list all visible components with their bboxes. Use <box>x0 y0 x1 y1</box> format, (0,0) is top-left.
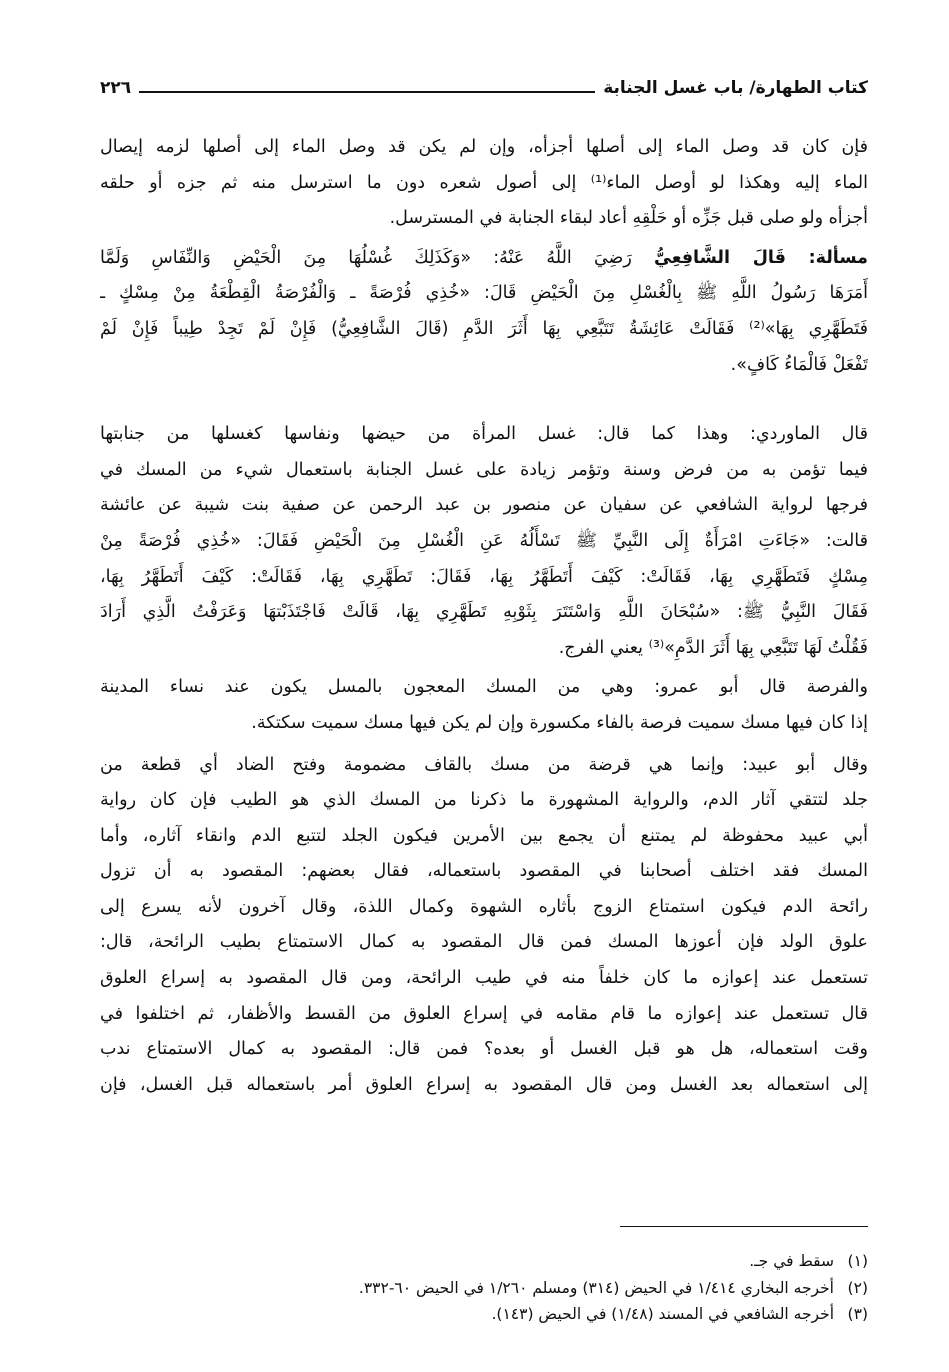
footnote-text: أخرجه البخاري ١/٤١٤ في الحيض (٣١٤) ومسلم ١/٢٦٠ في الحيض ٦٠-٣٣٢. <box>358 1278 834 1297</box>
text-line: وقال أبو عبيد: وإنما هي قرضة من مسك بالقاف مضمومة وفتح الضاد أي قطعة من <box>100 754 868 775</box>
paragraph-masala <box>100 241 868 383</box>
paragraph <box>100 670 868 741</box>
footnote-number: (١) <box>847 1252 868 1270</box>
footnote <box>100 1248 868 1275</box>
text-line: جلد لتتقي آثار الدم، والرواية المشهورة ما ذكرنا من المسك الذي هو الطيب فإن كان رواية <box>100 790 868 811</box>
footnote-text: سقط في جـ. <box>749 1252 834 1270</box>
text-line: علوق الولد فإن أعوزها المسك فمن قال المقصود به كمال الاستمتاع بطيب الرائحة، قال: <box>100 932 868 953</box>
text-line: رائحة الدم فيكون استمتاع الزوج بأثاره الشهوة وكمال اللذة، وقال آخرون لأنه يسرع إلى <box>100 896 868 917</box>
text-line: قالت: «جَاءَتِ امْرَأَةٌ إِلَى النَّبِيِّ ﷺ تَسْأَلُهُ عَنِ الْغُسْلِ مِنَ الْحَيْضِ فَقَالَ: «خُذِي فُرْصَةً مِنْ <box>100 530 868 551</box>
running-header <box>100 74 868 102</box>
footnote-rule <box>620 1226 868 1227</box>
text-line: قال تستعمل عند إعوازه ما قام مقامه في إسراع العلوق من القسط والأظفار، ثم اختلفوا في <box>100 1003 868 1024</box>
text-line: المسك فقد اختلف أصحابنا في المقصود باستعماله، فقال بعضهم: المقصود به أن تزول <box>100 861 868 882</box>
text-line: إلى استعماله بعد الغسل ومن قال المقصود به إسراع العلوق أمر باستعماله قبل الغسل، فإن <box>100 1074 868 1095</box>
text-line <box>100 241 868 277</box>
text-line: أبي عبيد محفوظة لم يمتنع أن يجمع بين الأمرين فيكون الجلد لتتبع الدم وانقاء آثاره، وأما <box>100 825 868 846</box>
text-line: تستعمل عند إعوازه ما كان خلفاً منه في طيب الرائحة، ومن قال المقصود به إسراع العلوق <box>100 968 868 989</box>
header-rule <box>139 91 595 93</box>
footnote <box>100 1301 868 1328</box>
page-number: ٢٢٦ <box>100 78 132 98</box>
paragraph <box>100 748 868 1104</box>
footnote-number: (٣) <box>847 1305 868 1323</box>
text-line: قال الماوردي: وهذا كما قال: غسل المرأة من حيضها ونفاسها كغسلها من جنابتها <box>100 424 868 445</box>
text-line: أجزأه ولو صلى قبل جَزِّه أو حَلْقِهِ أعاد لبقاء الجنابة في المسترسل. <box>389 208 868 229</box>
text-line: فَتَطَهَّرِي بِهَا»⁽²⁾ فَقَالَتْ عَائِشَةُ تَتَبَّعِي بِهَا أَثَرَ الدَّمِ (قَالَ الشَّافِعِيُّ) فَإِنْ لَمْ تَجِدْ طِيباً فَإِنْ لَمْ <box>100 318 868 339</box>
main-text <box>100 130 868 1103</box>
footnote-number: (٢) <box>847 1278 868 1297</box>
text-line: الماء إليه وهكذا لو أوصل الماء⁽¹⁾ إلى أصول شعره دون ما استرسل منه ثم جزه أو حلقه <box>100 172 868 193</box>
text-line: فيما تؤمن به من فرض وسنة وتؤمر زيادة على غسل الجنابة باستعمال شيء من المسك في <box>100 459 868 480</box>
masala-heading: مسألة: قَالَ الشَّافِعِيُّ <box>654 247 868 268</box>
text-line: فَقَالَ النَّبِيُّ ﷺ: «سُبْحَانَ اللَّهِ وَاسْتَتَرَ بِثَوْبِهِ تَطَهَّرِي بِهَا، قَالَتْ فَاجْتَذَبْتهَا وَعَرَفْتُ الَّذِي أَرَادَ <box>100 602 868 623</box>
text-line: فإن كان قد وصل الماء إلى أصلها أجزأه، وإن لم يكن قد وصل الماء إلى أصلها لزمه إيصال <box>100 137 868 157</box>
text-line: تَفْعَلْ فَالْمَاءُ كَافٍ». <box>730 354 868 375</box>
paragraph <box>100 130 868 237</box>
footnote <box>100 1275 868 1302</box>
text-line: فَقُلْتُ لَهَا تَتَبَّعِي بِهَا أَثَرَ الدَّمِ»⁽³⁾ يعني الفرج. <box>558 637 868 658</box>
footnotes <box>100 1248 868 1328</box>
text-line: إذا كان فيها مسك سميت فرصة بالفاء مكسورة وإن لم يكن فيها مسك سميت سكتكة. <box>251 712 868 733</box>
paragraph <box>100 417 868 666</box>
masala-text: رَضِيَ اللَّهُ عَنْهُ: «وَكَذَلِكَ غُسْلُهَا مِنَ الْحَيْضِ وَالنِّفَاسِ وَلَمَّا <box>100 247 655 268</box>
text-line: والفرصة قال أبو عمرو: وهي من المسك المعجون بالمسل يكون عند نساء المدينة <box>100 677 868 698</box>
text-line: وقت استعماله، هل هو قبل الغسل أو بعده؟ فمن قال: المقصود به كمال الاستمتاع ندب <box>100 1039 868 1060</box>
text-line: فرجها لرواية الشافعي عن سفيان عن منصور بن عبد الرحمن عن صفية بنت شيبة عن عائشة <box>100 495 868 516</box>
text-line: أَمَرَهَا رَسُولُ اللَّهِ ﷺ بِالْغُسْلِ مِنَ الْحَيْضِ قَالَ: «خُذِي فُرْصَةً ـ وَالْفُرْصَةُ الْقِطْعَةُ مِنْ مِسْكٍ ـ <box>100 283 868 304</box>
text-line: مِسْكٍ فَتَطَهَّرِي بِهَا، فَقَالَتْ: كَيْفَ أَتَطَهَّرُ بِهَا، فَقَالَ: تَطَهَّرِي بِهَا، فَقَالَتْ: كَيْفَ أَتَطَهَّرُ بِهَا، <box>100 566 868 587</box>
footnote-text: أخرجه الشافعي في المسند (١/٤٨) في الحيض (١٤٣). <box>491 1305 834 1323</box>
running-title: كتاب الطهارة/ باب غسل الجنابة <box>603 78 868 98</box>
